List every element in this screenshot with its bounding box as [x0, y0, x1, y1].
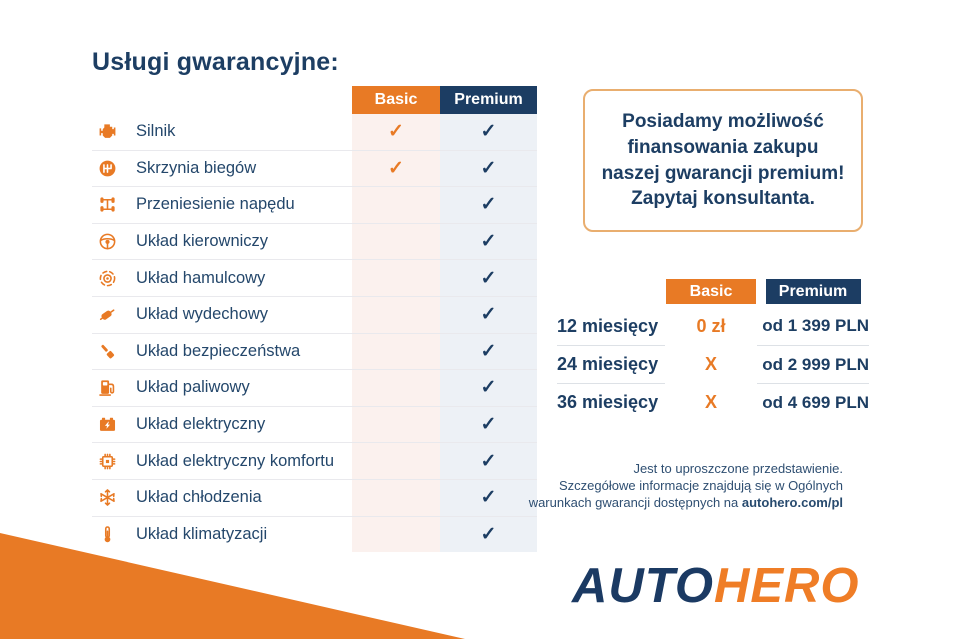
pricing-premium-value: od 2 999 PLN — [757, 345, 869, 384]
premium-cell — [440, 260, 537, 296]
pricing-header — [557, 279, 869, 305]
premium-financing-promo-box — [583, 89, 863, 232]
table-row — [92, 517, 537, 553]
premium-checkmark: ✓ — [480, 487, 497, 509]
table-row — [92, 224, 537, 261]
feature-label: Układ chłodzenia — [136, 488, 262, 507]
website-url: autohero.com/pl — [741, 494, 843, 510]
feature-label: Skrzynia biegów — [136, 158, 257, 177]
premium-checkmark: ✓ — [480, 267, 497, 289]
pricing-term: 36 miesięcy — [557, 383, 665, 422]
pricing-row — [557, 307, 869, 345]
premium-checkmark: ✓ — [480, 523, 497, 545]
premium-checkmark: ✓ — [480, 194, 497, 216]
feature-label: Układ hamulcowy — [136, 268, 266, 287]
table-row — [92, 151, 537, 188]
basic-cell — [352, 370, 440, 406]
warranty-feature-table — [92, 86, 537, 552]
feature-label: Układ elektryczny — [136, 415, 266, 434]
feature-label: Układ kierowniczy — [136, 232, 269, 251]
premium-checkmark: ✓ — [480, 414, 497, 436]
premium-cell — [440, 114, 537, 150]
basic-column-header: Basic — [352, 86, 440, 114]
snowflake-icon — [92, 488, 136, 507]
pricing-basic-value: 0 zł — [696, 315, 726, 336]
basic-cell — [352, 114, 440, 150]
pricing-row — [557, 383, 869, 421]
feature-label: Układ paliwowy — [136, 378, 250, 397]
pricing-premium-value: od 4 699 PLN — [757, 383, 869, 422]
battery-icon — [92, 415, 136, 434]
premium-checkmark: ✓ — [480, 157, 497, 179]
premium-cell — [440, 517, 537, 553]
table-row — [92, 260, 537, 297]
promo-line: Posiadamy możliwość — [622, 111, 824, 133]
table-row — [92, 370, 537, 407]
premium-checkmark: ✓ — [480, 340, 497, 362]
feature-table-header — [92, 86, 537, 114]
steering-wheel-icon — [92, 232, 136, 251]
premium-cell — [440, 370, 537, 406]
basic-cell — [352, 407, 440, 443]
logo-auto-text: AUTO — [572, 559, 714, 613]
pricing-premium-value: od 1 399 PLN — [762, 316, 869, 335]
pricing-term: 24 miesięcy — [557, 345, 665, 384]
autohero-logo — [572, 558, 860, 614]
feature-table-header-spacer — [92, 86, 352, 114]
engine-icon — [92, 122, 136, 141]
promo-line: finansowania zakupu — [627, 136, 819, 158]
premium-cell — [440, 297, 537, 333]
disclaimer-line-prefix: warunkach gwarancji dostępnych na — [528, 494, 742, 510]
disclaimer-text — [503, 461, 843, 512]
table-row — [92, 407, 537, 444]
drivetrain-icon — [92, 195, 136, 214]
basic-cell — [352, 517, 440, 553]
exhaust-icon — [92, 305, 136, 324]
basic-cell — [352, 443, 440, 479]
table-row — [92, 480, 537, 517]
premium-checkmark: ✓ — [480, 377, 497, 399]
gearbox-icon — [92, 159, 136, 178]
feature-label: Przeniesienie napędu — [136, 195, 295, 214]
premium-checkmark: ✓ — [480, 231, 497, 253]
seatbelt-icon — [92, 342, 136, 361]
basic-cell — [352, 260, 440, 296]
premium-checkmark: ✓ — [480, 304, 497, 326]
pricing-premium-header: Premium — [766, 279, 861, 304]
basic-checkmark: ✓ — [388, 157, 404, 179]
premium-cell — [440, 151, 537, 187]
basic-cell — [352, 297, 440, 333]
basic-cell — [352, 224, 440, 260]
basic-cell — [352, 151, 440, 187]
pricing-term: 12 miesięcy — [557, 315, 659, 336]
pricing-header-spacer — [557, 279, 665, 305]
basic-cell — [352, 334, 440, 370]
pricing-basic-header: Basic — [666, 279, 756, 304]
pricing-table — [557, 279, 869, 421]
feature-label: Układ wydechowy — [136, 305, 269, 324]
feature-label: Układ bezpieczeństwa — [136, 341, 301, 360]
promo-line: Zapytaj konsultanta. — [631, 188, 815, 210]
premium-cell — [440, 224, 537, 260]
table-row — [92, 443, 537, 480]
thermometer-icon — [92, 525, 136, 544]
fuel-pump-icon — [92, 378, 136, 397]
basic-cell — [352, 480, 440, 516]
table-row — [92, 187, 537, 224]
pricing-row — [557, 345, 869, 383]
table-row — [92, 297, 537, 334]
disclaimer-line — [503, 495, 843, 512]
premium-cell — [440, 187, 537, 223]
premium-checkmark: ✓ — [480, 450, 497, 472]
chip-icon — [92, 452, 136, 471]
brake-disc-icon — [92, 269, 136, 288]
disclaimer-line: Szczegółowe informacje znajdują się w Ogólnych — [559, 477, 843, 493]
premium-checkmark: ✓ — [480, 121, 497, 143]
feature-label: Silnik — [136, 122, 176, 141]
feature-label: Układ elektryczny komfortu — [136, 451, 335, 470]
table-row — [92, 334, 537, 371]
logo-hero-text: HERO — [713, 559, 860, 613]
premium-cell — [440, 334, 537, 370]
disclaimer-line: Jest to uproszczone przedstawienie. — [633, 461, 843, 476]
basic-cell — [352, 187, 440, 223]
table-row — [92, 114, 537, 151]
pricing-basic-value: X — [704, 353, 717, 374]
promo-line: naszej gwarancji premium! — [601, 162, 845, 184]
promo-text — [602, 109, 845, 212]
basic-checkmark: ✓ — [388, 121, 404, 143]
premium-cell — [440, 407, 537, 443]
page-title: Usługi gwarancyjne: — [92, 48, 339, 76]
premium-column-header: Premium — [440, 86, 537, 114]
feature-label: Układ klimatyzacji — [136, 524, 268, 543]
pricing-basic-value: X — [704, 391, 717, 412]
